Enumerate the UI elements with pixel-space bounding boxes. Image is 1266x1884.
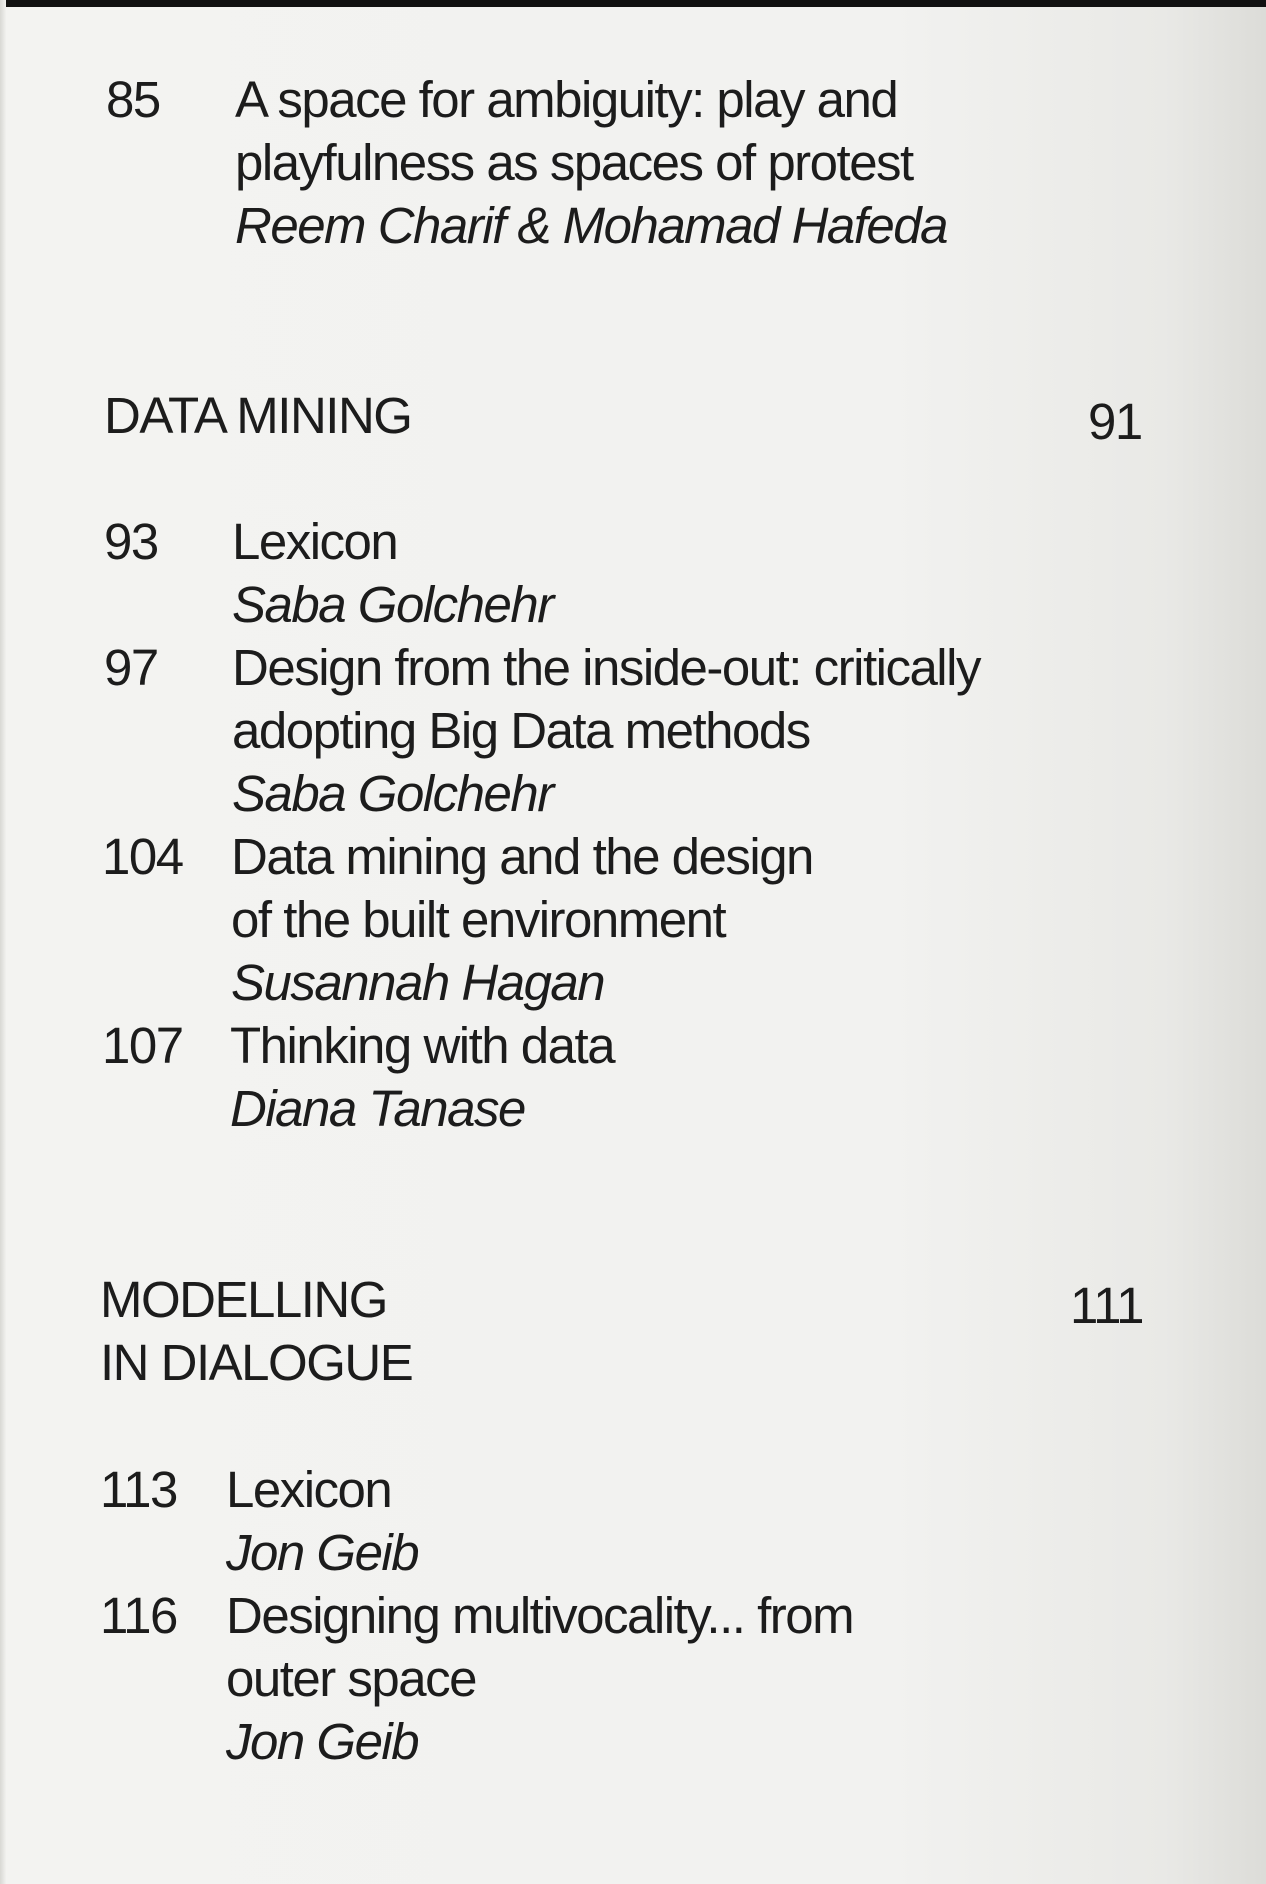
entry-author: Saba Golchehr [232,765,553,822]
entry-title-line: Data mining and the design [231,828,813,885]
entry-author: Jon Geib [226,1713,419,1770]
entry-text [232,636,980,825]
entry-author: Jon Geib [226,1524,419,1581]
entry-title-line: Thinking with data [230,1017,615,1074]
entry-title-line: Design from the inside-out: critically [232,639,980,696]
entry-page-number: 107 [102,1017,183,1074]
section-title [100,1268,412,1394]
page-top-edge [0,0,1266,7]
section-title-line: MODELLING [100,1271,387,1328]
entry-author: Susannah Hagan [231,954,605,1011]
section-page-number: 111 [1070,1277,1144,1334]
entry-title-line: Lexicon [232,513,398,570]
entry-page-number: 104 [102,828,183,885]
entry-text [226,1458,418,1584]
entry-text [231,825,813,1014]
page-left-edge [0,0,6,1884]
entry-title-line: adopting Big Data methods [232,702,810,759]
section-title-line: IN DIALOGUE [100,1334,413,1391]
entry-title-line: A space for ambiguity: play and [235,71,898,128]
section-page-number: 91 [1088,393,1142,450]
entry-title-line: of the built environment [231,891,726,948]
entry-title-line: playfulness as spaces of protest [235,134,913,191]
entry-page-number: 93 [104,513,158,570]
entry-text [226,1584,853,1773]
entry-author: Diana Tanase [230,1080,525,1137]
entry-author: Reem Charif & Mohamad Hafeda [235,197,948,254]
entry-page-number: 116 [100,1587,177,1644]
entry-title-line: outer space [226,1650,477,1707]
entry-text [232,510,553,636]
entry-title-line: Designing multivocality... from [226,1587,854,1644]
entry-title-line: Lexicon [226,1461,392,1518]
entry-page-number: 85 [106,71,160,128]
section-title-line: DATA MINING [104,387,412,444]
entry-author: Saba Golchehr [232,576,553,633]
entry-text [230,1014,614,1140]
entry-page-number: 113 [100,1461,177,1518]
entry-text [235,68,947,257]
entry-page-number: 97 [104,639,158,696]
section-title [104,384,411,447]
